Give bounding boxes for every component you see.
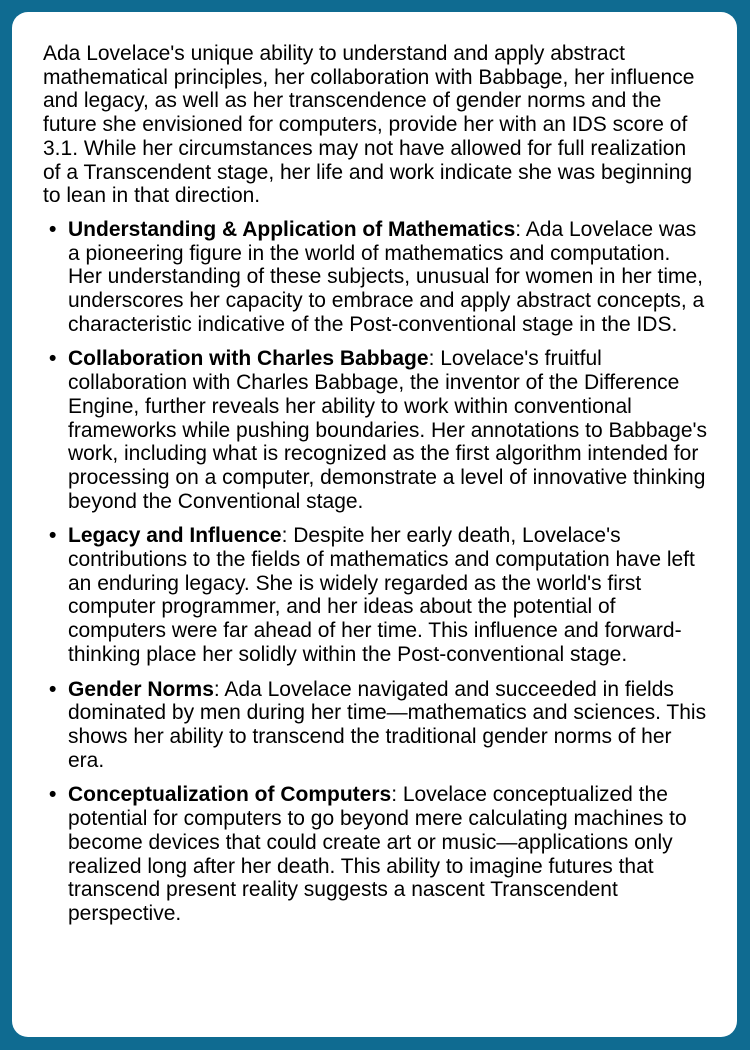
item-term: Collaboration with Charles Babbage xyxy=(68,347,429,371)
list-item-legacy xyxy=(43,524,709,666)
intro-paragraph: Ada Lovelace's unique ability to understand and apply abstract mathematical principles, her collaboration with Babbage, her influence and legacy, as well as her transcendence of gender norms and the future she envisioned for computers, provide her with an IDS score of 3.1. While her circumstances may not have allowed for full realization of a Transcendent stage, her life and work indicate she was beginning to lean in that direction. xyxy=(43,42,695,208)
item-term: Gender Norms xyxy=(68,677,214,701)
list-item-computers xyxy=(43,783,709,925)
item-term: Understanding & Application of Mathematics xyxy=(68,217,516,241)
bullet-icon: • xyxy=(49,347,57,371)
item-text: : Lovelace conceptualized the potential for computers to go beyond mere calculating machines to become devices that could create art or music—applications only realized long after her death. This ability to imagine futures that transcend present reality suggests a nascent Transcendent perspective. xyxy=(68,783,687,925)
list-item-gender-norms xyxy=(43,678,709,773)
bullet-icon: • xyxy=(49,217,57,241)
item-term: Conceptualization of Computers xyxy=(68,783,392,807)
item-text: : Despite her early death, Lovelace's contributions to the fields of mathematics and computation have left an enduring legacy. She is widely regarded as the world's first computer programmer, and her ideas about the potential of computers were far ahead of her time. This influence and forward-thinking place her solidly within the Post-conventional stage. xyxy=(68,524,695,666)
item-text: : Ada Lovelace navigated and succeeded in fields dominated by men during her time—mathematics and sciences. This shows her ability to transcend the traditional gender norms of her era. xyxy=(68,677,707,772)
document-card xyxy=(12,12,737,1037)
bullet-icon: • xyxy=(49,677,57,701)
list-item-mathematics xyxy=(43,218,709,337)
item-text: : Ada Lovelace was a pioneering figure in the world of mathematics and computation. Her understanding of these subjects, unusual for women in her time, underscores her capacity to embrace and apply abstract concepts, a characteristic indicative of the Post-conventional stage in the IDS. xyxy=(68,217,705,336)
item-term: Legacy and Influence xyxy=(68,524,282,548)
bullet-icon: • xyxy=(49,524,57,548)
list-item-collaboration xyxy=(43,347,709,513)
bullet-icon: • xyxy=(49,783,57,807)
item-text: : Lovelace's fruitful collaboration with Charles Babbage, the inventor of the Difference Engine, further reveals her ability to work within conventional frameworks while pushing boundaries. Her annotations to Babbage's work, including what is recognized as the first algorithm intended for processing on a computer, demonstrate a level of innovative thinking beyond the Conventional stage. xyxy=(68,347,708,513)
criteria-list xyxy=(43,218,707,926)
